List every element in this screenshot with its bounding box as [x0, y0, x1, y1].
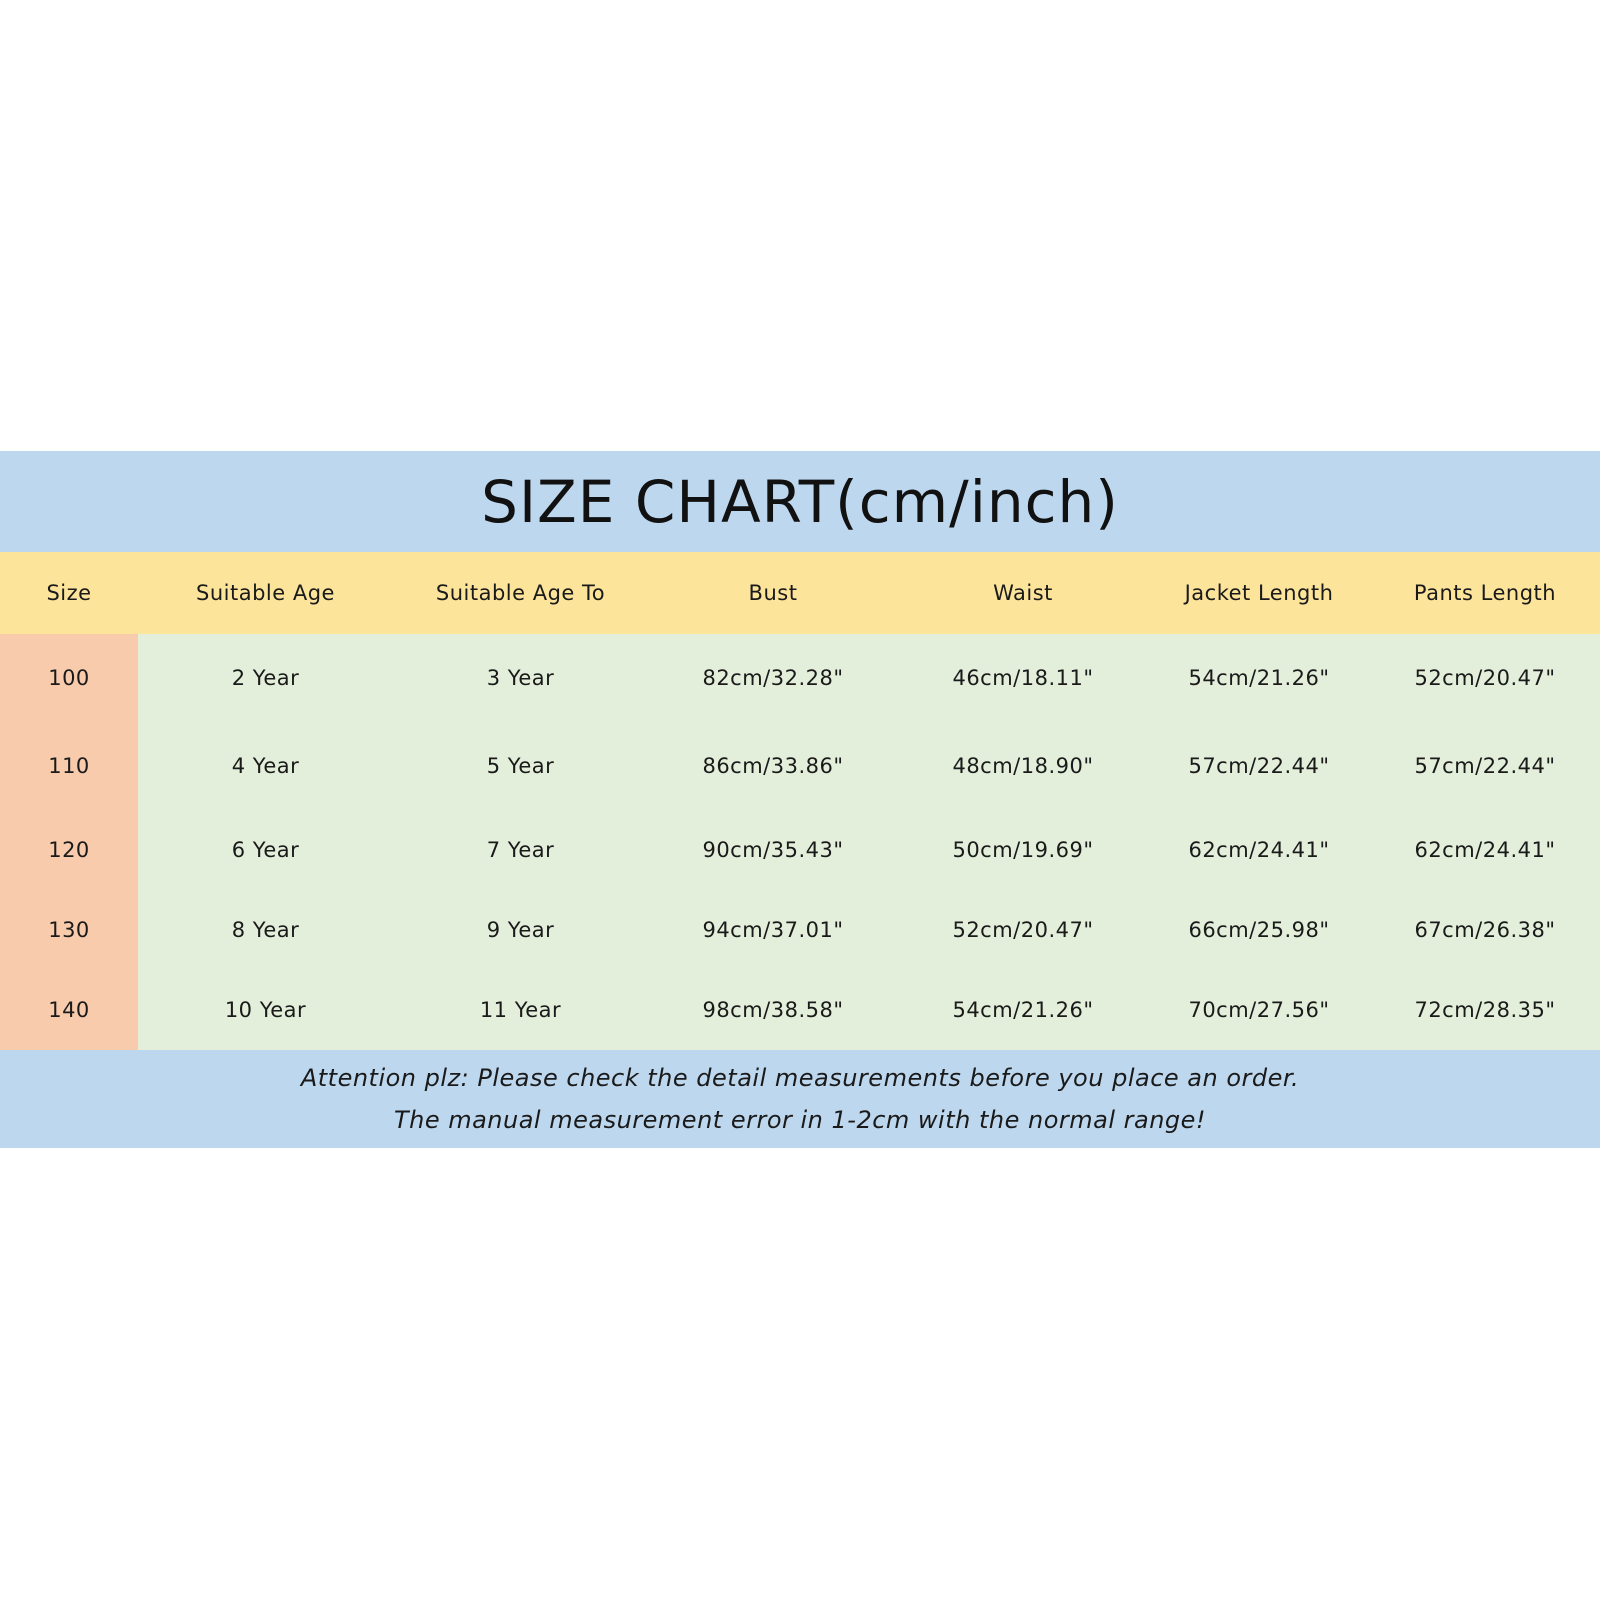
suitable-age-cell: 2 Year [138, 634, 393, 722]
size-cell: 130 [0, 890, 138, 970]
attention-note [0, 1050, 1600, 1148]
size-table [0, 552, 1600, 1050]
pants-length-cell: 67cm/26.38" [1370, 890, 1600, 970]
title-band [0, 451, 1600, 552]
bust-cell: 94cm/37.01" [648, 890, 898, 970]
header-size: Size [46, 581, 92, 605]
table-row [0, 722, 1600, 810]
bust-cell: 90cm/35.43" [648, 810, 898, 890]
jacket-length-cell: 70cm/27.56" [1148, 970, 1370, 1050]
jacket-length-cell: 62cm/24.41" [1148, 810, 1370, 890]
size-cell: 140 [0, 970, 138, 1050]
waist-cell: 54cm/21.26" [898, 970, 1148, 1050]
suitable-age-cell: 8 Year [138, 890, 393, 970]
header-suitable-age-to: Suitable Age To [435, 581, 606, 605]
jacket-length-cell: 66cm/25.98" [1148, 890, 1370, 970]
size-cell: 110 [0, 722, 138, 810]
suitable-age-to-cell: 7 Year [393, 810, 648, 890]
header-bust: Bust [748, 581, 798, 605]
suitable-age-cell: 4 Year [138, 722, 393, 810]
jacket-length-cell: 57cm/22.44" [1148, 722, 1370, 810]
suitable-age-cell: 6 Year [138, 810, 393, 890]
chart-title: SIZE CHART(cm/inch) [481, 467, 1119, 536]
pants-length-cell: 72cm/28.35" [1370, 970, 1600, 1050]
suitable-age-to-cell: 11 Year [393, 970, 648, 1050]
suitable-age-to-cell: 9 Year [393, 890, 648, 970]
header-waist: Waist [993, 581, 1053, 605]
note-line-2: The manual measurement error in 1-2cm with the normal range! [393, 1106, 1207, 1134]
waist-cell: 48cm/18.90" [898, 722, 1148, 810]
pants-length-cell: 62cm/24.41" [1370, 810, 1600, 890]
bust-cell: 98cm/38.58" [648, 970, 898, 1050]
bust-cell: 86cm/33.86" [648, 722, 898, 810]
table-row [0, 810, 1600, 890]
size-cell: 100 [0, 634, 138, 722]
header-suitable-age: Suitable Age [196, 581, 335, 605]
suitable-age-cell: 10 Year [138, 970, 393, 1050]
header-row [0, 552, 1600, 634]
jacket-length-cell: 54cm/21.26" [1148, 634, 1370, 722]
pants-length-cell: 52cm/20.47" [1370, 634, 1600, 722]
size-cell: 120 [0, 810, 138, 890]
suitable-age-to-cell: 5 Year [393, 722, 648, 810]
table-row [0, 634, 1600, 722]
header-jacket-length: Jacket Length [1184, 581, 1334, 605]
note-line-1: Attention plz: Please check the detail measurements before you place an order. [300, 1064, 1300, 1092]
waist-cell: 46cm/18.11" [898, 634, 1148, 722]
waist-cell: 52cm/20.47" [898, 890, 1148, 970]
size-chart [0, 451, 1600, 1148]
table-row [0, 970, 1600, 1050]
header-pants-length: Pants Length [1413, 581, 1557, 605]
suitable-age-to-cell: 3 Year [393, 634, 648, 722]
table-row [0, 890, 1600, 970]
waist-cell: 50cm/19.69" [898, 810, 1148, 890]
pants-length-cell: 57cm/22.44" [1370, 722, 1600, 810]
bust-cell: 82cm/32.28" [648, 634, 898, 722]
